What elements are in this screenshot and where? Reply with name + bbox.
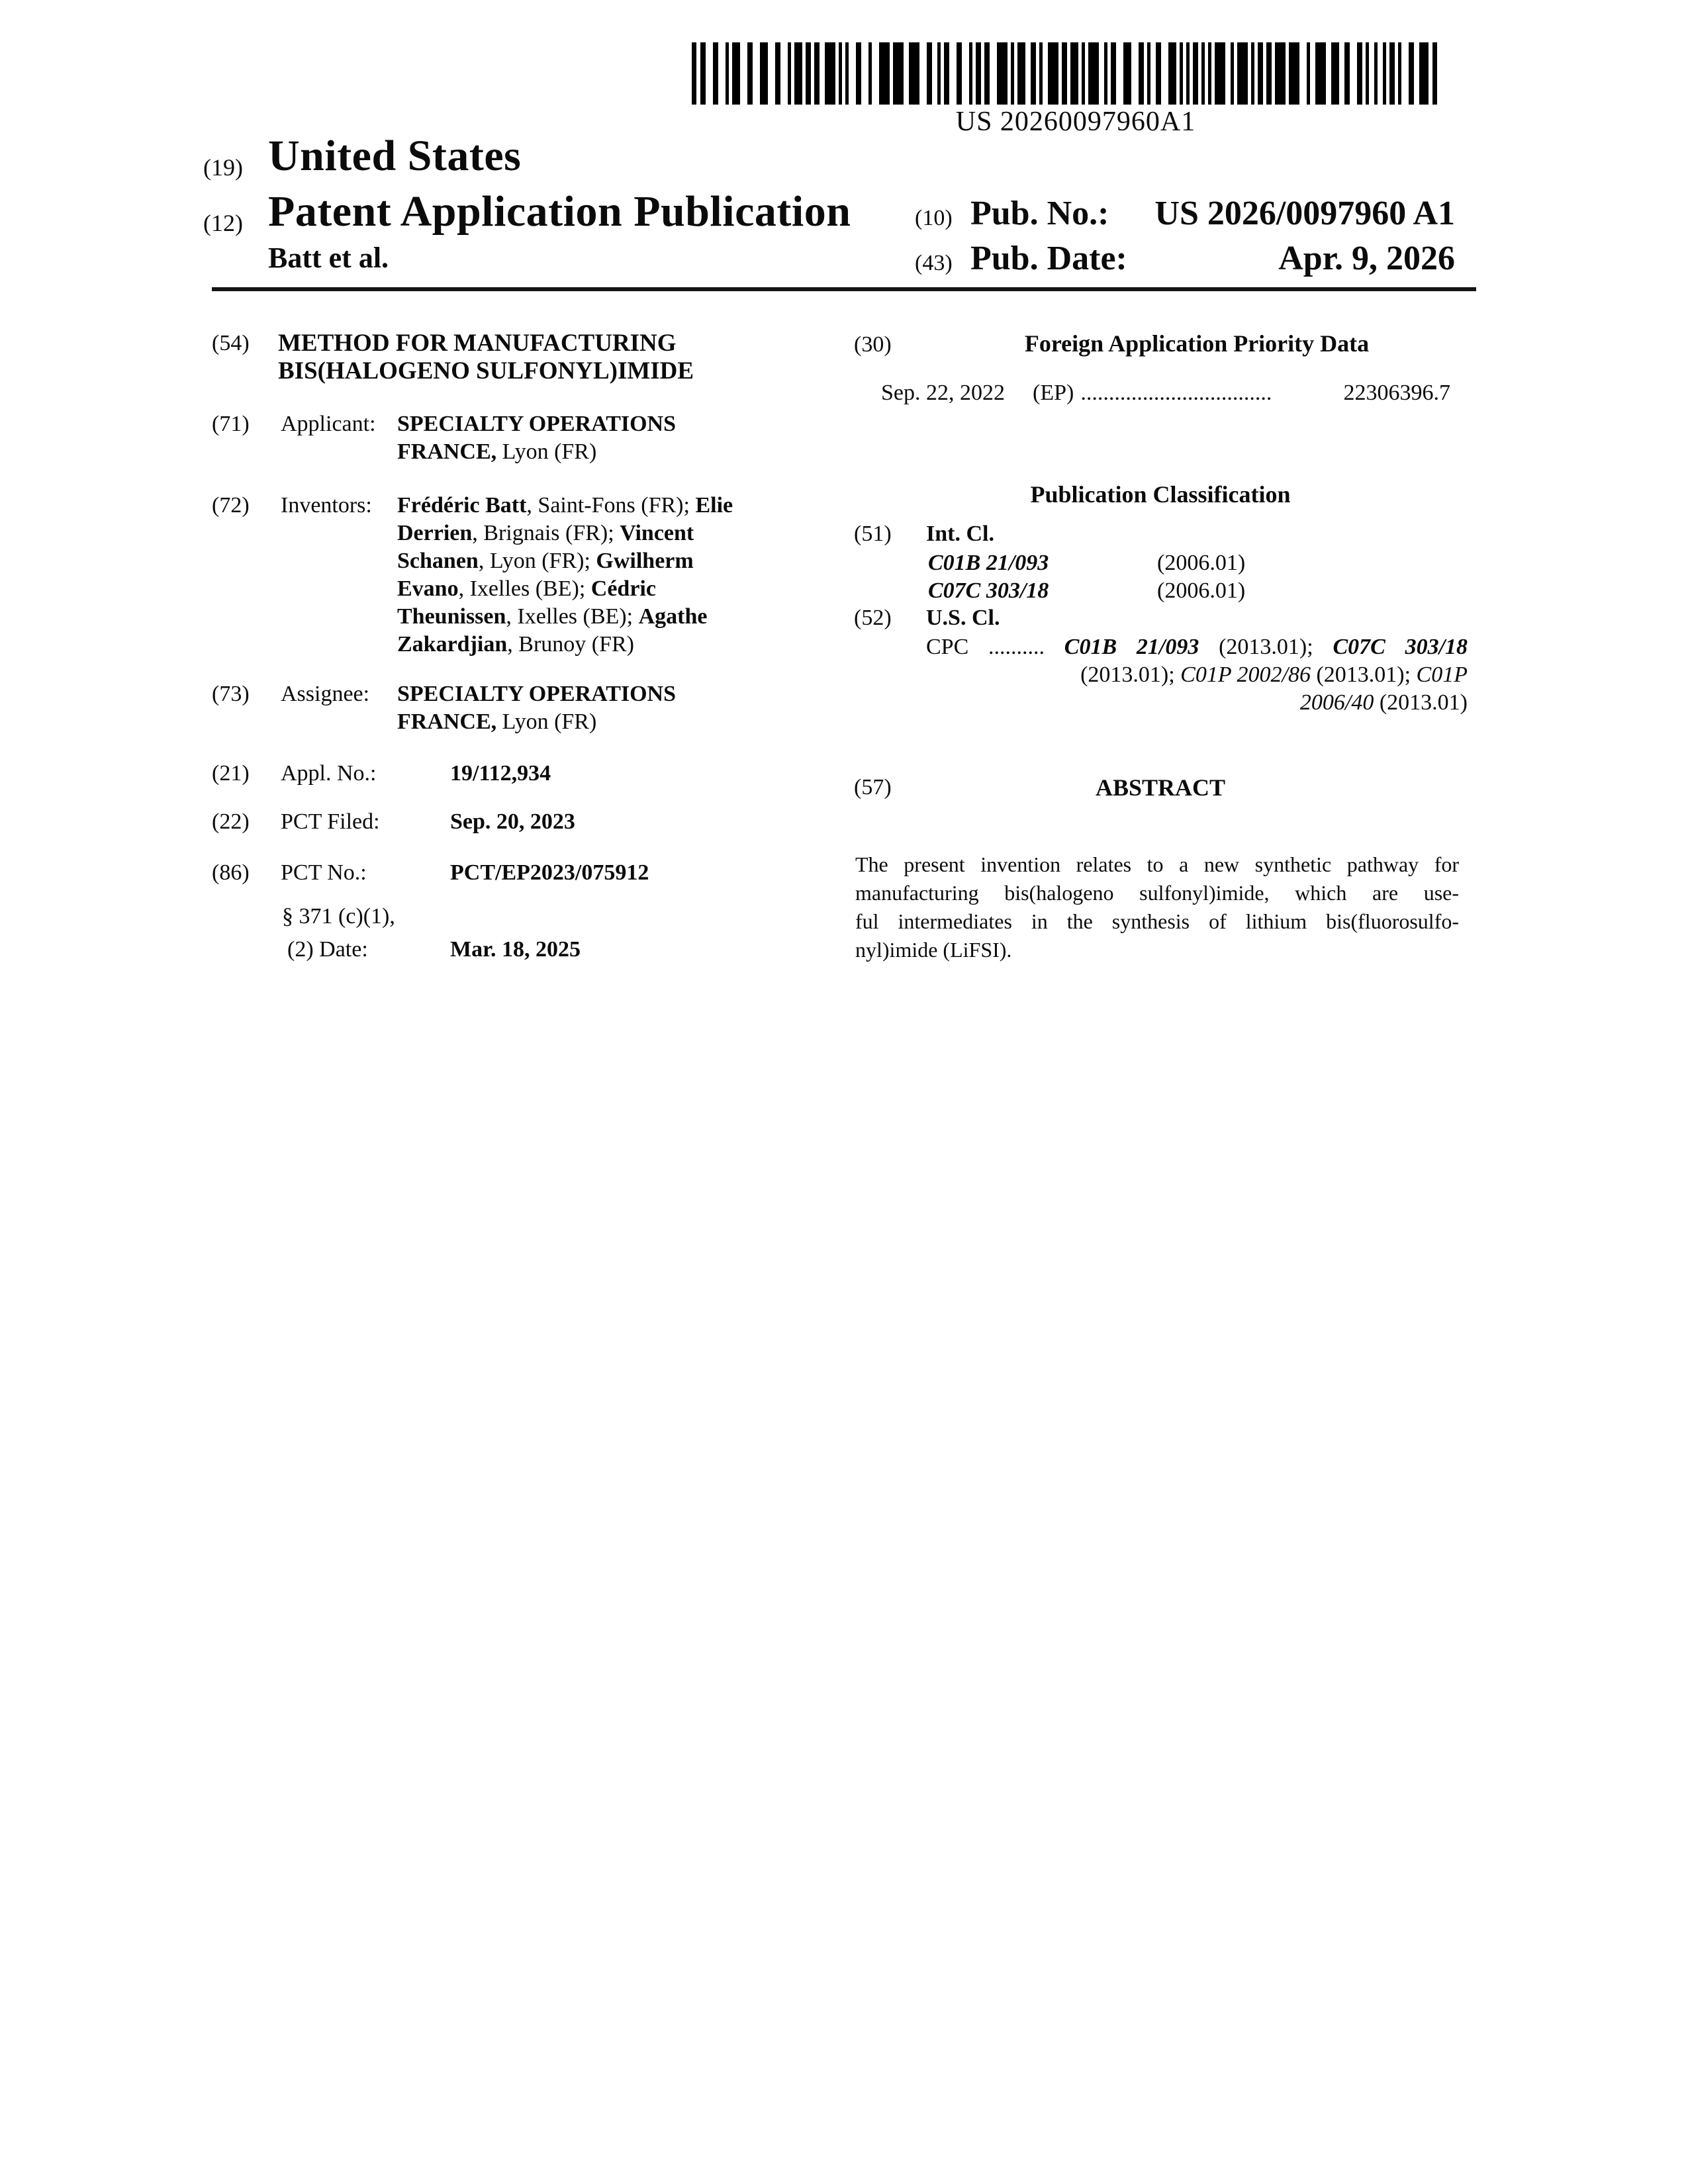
int-cl-code: C07C 303/18 xyxy=(928,578,1049,603)
barcode-number: US 20260097960A1 xyxy=(955,107,1196,137)
pct-filed-label: PCT Filed: xyxy=(281,809,380,834)
us-cl-label: U.S. Cl. xyxy=(926,606,1000,630)
applicant-section xyxy=(212,410,768,466)
priority-dot-leader: .................................. xyxy=(1080,381,1272,405)
int-cl-entry xyxy=(928,577,1245,605)
priority-date: Sep. 22, 2022 xyxy=(881,381,1005,405)
applicant-label: Applicant: xyxy=(281,412,376,436)
pct-filed-section xyxy=(212,808,768,836)
inid-19: (19) xyxy=(203,154,243,181)
inid-30: (30) xyxy=(854,332,892,357)
appl-no-label: Appl. No.: xyxy=(281,761,377,786)
barcode xyxy=(692,42,1460,105)
int-cl-code: C01B 21/093 xyxy=(928,551,1049,575)
pub-no-value: US 2026/0097960 A1 xyxy=(1154,195,1455,232)
section-371-date-row xyxy=(287,936,790,964)
inid-52: (52) xyxy=(854,606,892,630)
classification-heading: Publication Classification xyxy=(1030,481,1291,508)
abstract-text: The present invention relates to a new synthetic pathway for manufacturing bis(halogeno sulfonyl)imide, which are use- ful intermediates in the synthesis of lithium bis(fluorosulfo- nyl)imide (LiFSI). xyxy=(855,852,1459,962)
inid-86: (86) xyxy=(212,860,250,885)
inid-71: (71) xyxy=(212,412,250,436)
inid-73: (73) xyxy=(212,682,250,706)
pub-date-value: Apr. 9, 2026 xyxy=(1278,240,1455,277)
inid-54: (54) xyxy=(212,331,250,355)
title-section xyxy=(212,330,768,385)
inid-51: (51) xyxy=(854,522,892,546)
section-371-date-value: Mar. 18, 2025 xyxy=(450,937,581,962)
inid-12: (12) xyxy=(203,210,243,236)
cpc-classification: CPC .......... C01B 21/093 (2013.01); C07C 303/18 (2013.01); C01P 2002/86 (2013.01); C01P 2006/40 (2013.01) xyxy=(926,635,1468,715)
section-371-clause: § 371 (c)(1), xyxy=(282,904,395,929)
priority-entry xyxy=(881,381,1450,406)
pct-no-section xyxy=(212,859,768,887)
priority-office: (EP) xyxy=(1033,381,1074,405)
pct-no-label: PCT No.: xyxy=(281,860,367,885)
inid-10: (10) xyxy=(915,206,953,230)
int-cl-version: (2006.01) xyxy=(1157,551,1246,575)
pct-filed-value: Sep. 20, 2023 xyxy=(450,809,575,834)
inid-22: (22) xyxy=(212,809,250,834)
section-371-date-label: (2) Date: xyxy=(287,937,368,962)
inid-21: (21) xyxy=(212,761,250,786)
assignee-name: SPECIALTY OPERATIONS FRANCE, Lyon (FR) xyxy=(397,682,677,734)
priority-number: 22306396.7 xyxy=(1343,381,1450,405)
priority-heading: Foreign Application Priority Data xyxy=(1024,330,1370,357)
assignee-section xyxy=(212,680,768,736)
applicant-name: SPECIALTY OPERATIONS FRANCE, Lyon (FR) xyxy=(397,412,677,464)
invention-title: METHOD FOR MANUFACTURING BIS(HALOGENO SULFONYL)IMIDE xyxy=(278,330,694,385)
inid-57: (57) xyxy=(854,775,892,799)
inventors-section xyxy=(212,492,794,659)
inid-43: (43) xyxy=(915,251,953,275)
inventors-list: Frédéric Batt, Saint-Fons (FR); Elie Derrien, Brignais (FR); Vincent Schanen, Lyon (FR); Gwilherm Evano, Ixelles (BE); Cédric Theunissen, Ixelles (BE); Agathe Zakardjian, Brunoy (FR) xyxy=(397,493,733,657)
assignee-label: Assignee: xyxy=(281,682,370,706)
int-cl-entry xyxy=(928,549,1245,577)
int-cl-version: (2006.01) xyxy=(1157,578,1246,603)
abstract-heading: ABSTRACT xyxy=(1095,774,1226,801)
publication-kind: Patent Application Publication xyxy=(268,187,851,236)
inventors-label: Inventors: xyxy=(281,493,372,518)
country-name: United States xyxy=(268,132,522,180)
appl-no-value: 19/112,934 xyxy=(450,761,551,786)
int-cl-label: Int. Cl. xyxy=(926,522,994,546)
inid-72: (72) xyxy=(212,493,250,518)
header-divider-rule xyxy=(212,287,1476,291)
appl-no-section xyxy=(212,760,768,788)
pub-no-label: Pub. No.: xyxy=(970,195,1109,232)
pub-date-row xyxy=(970,239,1455,278)
pub-no-row xyxy=(970,194,1455,233)
first-named-inventor: Batt et al. xyxy=(268,242,389,274)
pub-date-label: Pub. Date: xyxy=(970,240,1127,277)
pct-no-value: PCT/EP2023/075912 xyxy=(450,860,649,885)
